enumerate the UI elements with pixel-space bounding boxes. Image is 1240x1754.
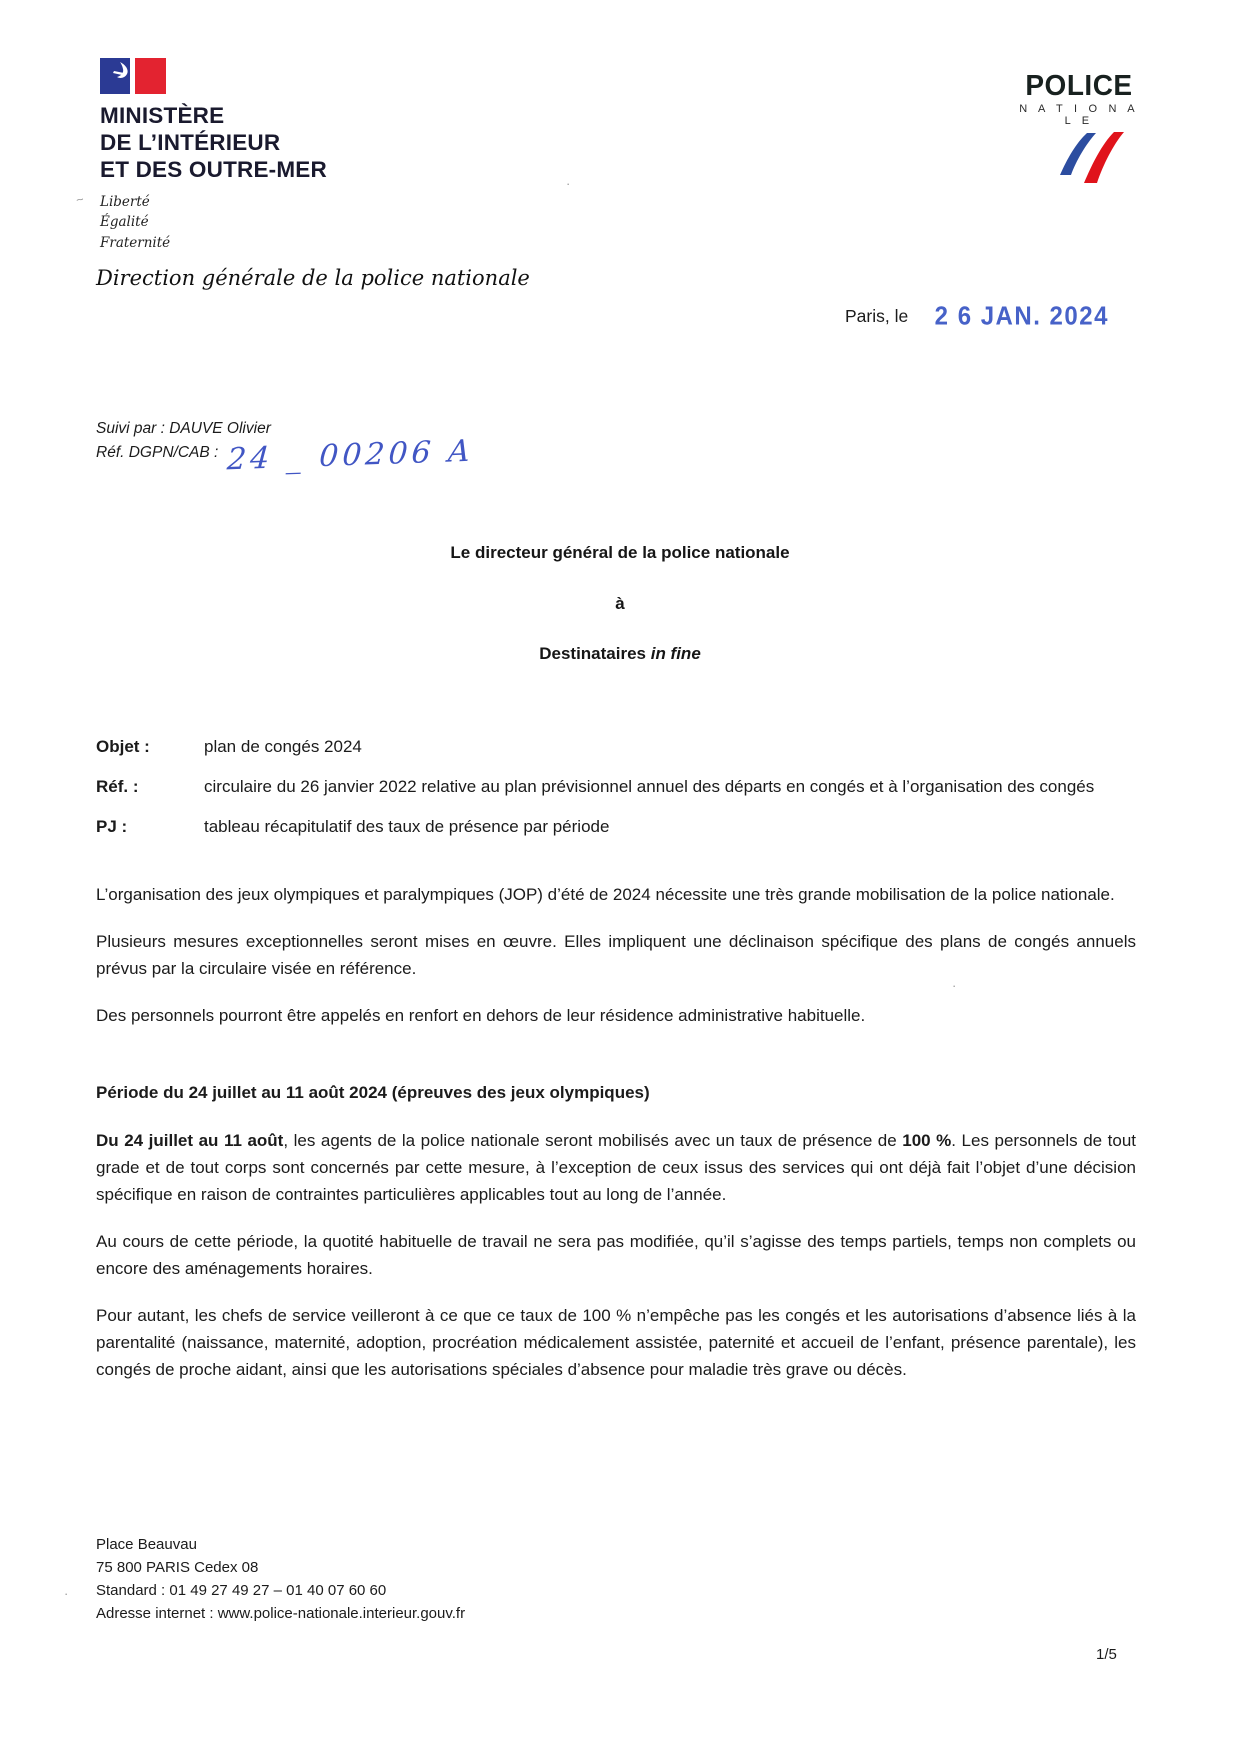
paragraph-5: Au cours de cette période, la quotité habituelle de travail ne sera pas modifiée, qu’il s’agisse des temps partiels, temps non complets ou encore des aménagements horaires. — [96, 1232, 1136, 1278]
letter-body — [96, 733, 1136, 1403]
police-swoosh-icon — [1054, 131, 1124, 183]
scan-artifact: · — [566, 176, 571, 191]
motto-line: Égalité — [100, 214, 149, 231]
recipients-suffix: in fine — [650, 644, 701, 663]
footer-line-website: Adresse internet : www.police-nationale.interieur.gouv.fr — [96, 1605, 466, 1622]
pj-value: tableau récapitulatif des taux de présence par période — [204, 817, 610, 836]
ref-value: circulaire du 26 janvier 2022 relative au plan prévisionnel annuel des départs en congés et à l’organisation des congés — [204, 777, 1095, 796]
paragraph-3: Des personnels pourront être appelés en renfort en dehors de leur résidence administrative habituelle. — [96, 1006, 866, 1025]
ministry-line: DE L’INTÉRIEUR — [100, 130, 281, 155]
suivi-par-line: Suivi par : DAUVE Olivier — [96, 420, 271, 437]
police-logo-title: POLICE — [1025, 69, 1133, 102]
to-word: à — [615, 594, 625, 613]
objet-value: plan de congés 2024 — [204, 737, 362, 756]
handwritten-reference: 24 _ 00206 A — [225, 433, 475, 478]
pj-label: PJ : — [96, 817, 128, 836]
paragraph-4-text: , les agents de la police nationale seront mobilisés avec un taux de présence de — [283, 1131, 903, 1150]
pj-row — [96, 813, 1136, 840]
section-heading-olympics-period: Période du 24 juillet au 11 août 2024 (épreuves des jeux olympiques) — [96, 1083, 650, 1102]
paragraph-4-bold-lead: Du 24 juillet au 11 août — [96, 1131, 284, 1150]
ministry-line: ET DES OUTRE-MER — [100, 157, 327, 182]
footer-address-block — [96, 1533, 465, 1625]
police-logo-subtitle: N A T I O N A L E — [1019, 103, 1139, 127]
footer-line-phone: Standard : 01 49 27 49 27 – 01 40 07 60 60 — [96, 1582, 387, 1599]
addressing-block — [0, 543, 1240, 664]
sender-line: Le directeur général de la police nationale — [450, 543, 790, 562]
direction-line: Direction générale de la police nationale — [96, 266, 530, 290]
police-nationale-logo — [1016, 69, 1142, 183]
place-date-label: Paris, le — [845, 306, 909, 326]
ministry-title — [100, 102, 327, 183]
objet-row — [96, 733, 1136, 760]
ref-label: Réf. DGPN/CAB : — [96, 444, 219, 462]
scan-artifact: · — [952, 978, 957, 993]
objet-label: Objet : — [96, 737, 150, 756]
paragraph-2: Plusieurs mesures exceptionnelles seront mises en œuvre. Elles impliquent une déclinaison spécifique des plans de congés annuels prévus par la circulaire visée en référence. — [96, 932, 1136, 978]
french-flag-marianne-icon — [100, 58, 166, 94]
page-number: 1/5 — [1096, 1646, 1117, 1663]
footer-line-city: 75 800 PARIS Cedex 08 — [96, 1559, 259, 1576]
paragraph-4-text-2: . Les personnels de tout grade et de tout corps sont concernés par cette mesure, à l’exception de ceux issus des services qui ont déjà fait l’objet d’une décision spécifique en raison de contraintes particulières applicables tout au long de l’année. — [96, 1131, 1137, 1204]
paragraph-1: L’organisation des jeux olympiques et paralympiques (JOP) d’été de 2024 nécessite une très grande mobilisation de la police nationale. — [96, 885, 1115, 904]
republic-motto — [100, 192, 327, 253]
recipients-line — [0, 644, 1240, 664]
scan-artifact: ~ — [74, 191, 86, 208]
recipients-text: Destinataires — [539, 644, 651, 663]
ref-line — [96, 433, 475, 478]
ref-row — [96, 773, 1136, 800]
ministry-line: MINISTÈRE — [100, 103, 225, 128]
paragraph-4-bold-rate: 100 % — [902, 1131, 952, 1150]
place-and-date — [845, 303, 1109, 331]
footer-line-address: Place Beauvau — [96, 1536, 197, 1553]
date-stamp: 2 6 JAN. 2024 — [934, 301, 1109, 332]
motto-line: Liberté — [100, 194, 150, 210]
motto-line: Fraternité — [100, 234, 171, 251]
ref-label: Réf. : — [96, 777, 139, 796]
ministry-logo — [100, 58, 327, 253]
paragraph-6: Pour autant, les chefs de service veilleront à ce que ce taux de 100 % n’empêche pas les congés et les autorisations d’absence liés à la parentalité (naissance, maternité, adoption, procréation médicalement assistée, paternité et accueil de l’enfant, présence parentale), les congés de proche aidant, ainsi que les autorisations spéciales d’absence pour maladie très grave ou décès. — [96, 1306, 1136, 1379]
scan-artifact: · — [64, 1586, 69, 1601]
reference-block — [96, 417, 475, 478]
paragraph-4 — [96, 1127, 1136, 1208]
